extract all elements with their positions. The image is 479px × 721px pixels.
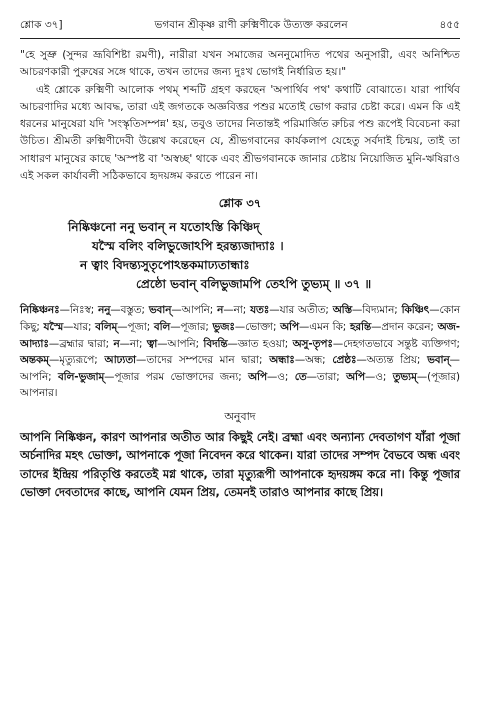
synonym-term: তে (294, 370, 307, 383)
translation-heading: অনুবাদ (224, 409, 256, 423)
synonym-term: কিঞ্চিৎ (401, 304, 430, 317)
synonym-term: অন্ধাঃ (269, 354, 295, 367)
synonym-term: যস্মৈ (43, 320, 64, 333)
verse-heading: শ্লোক ৩৭ (218, 196, 262, 211)
synonym-meaning: —বিদ্যমান; (352, 304, 402, 317)
synonym-term: অস্তি (332, 304, 352, 317)
quote-paragraph: "হে সুভ্রু (সুন্দর ভ্রূবিশিষ্টা রমণী), নারীরা যখন সমাজের অননুমোদিত পথের অনুসারী, এবং অনিশ্চিত আচরণকারী পুরুষের সঙ্গে থাকে, তখন তাদের জন্য দুঃখ ভোগই নির্ধারিত হয়।" (20, 49, 460, 79)
synonym-term: অজ-আদ্যাঃ (20, 320, 460, 350)
verse-line: ন ত্বাং বিদন্ত্যসুতৃপোঽন্তকমাঢ্যতান্ধাঃ (80, 258, 250, 273)
synonym-meaning: —অত্যন্ত প্রিয়; (356, 354, 428, 367)
synonym-meaning: —এমন কি; (299, 320, 350, 333)
synonym-term: বিদন্তি (203, 337, 228, 350)
synonym-meaning: —ও; (364, 370, 393, 383)
synonym-meaning: —ভোক্তা; (234, 320, 281, 333)
synonym-term: ভবান্ (427, 354, 450, 367)
synonym-term: অপি (248, 370, 267, 383)
synonym-term: যতঃ (250, 304, 270, 317)
synonym-term: বলি (153, 320, 171, 333)
synonym-term: নিষ্কিঞ্চনঃ (20, 304, 60, 317)
synonym-term: আঢ্যতা (104, 354, 137, 367)
synonym-term: অপি (346, 370, 365, 383)
synonym-meaning: —আপনি; (171, 304, 218, 317)
synonym-meaning: —আপনি; (20, 354, 460, 383)
book-page (20, 18, 460, 503)
translation-paragraph: আপনি নিষ্কিঞ্চন, কারণ আপনার অতীত আর কিছুই নেই। ব্রহ্মা এবং অন্যান্য দেবতাগণ যাঁরা পূজা অর্চনাদির মহৎ ভোক্তা, আপনাকে পূজা নিবেদন করে থাকেন। যারা তাদের সম্পদ বৈভবে অন্ধ এবং তাদের ইন্দ্রিয় পরিতৃপ্তি করতেই মগ্ন থাকে, তারা মৃত্যুরূপী আপনাকে হৃদয়ঙ্গম করে না। কিন্তু পূজার ভোক্তা দেবতাদের কাছে, আপনি যেমন প্রিয়, তেমনই তারাও আপনার কাছে প্রিয়। (20, 430, 460, 500)
chapter-title: ভগবান শ্রীকৃষ্ণ রাণী রুক্মিণীকে উত্যক্ত করলেন (154, 19, 348, 31)
synonym-term: হরন্তি (349, 320, 372, 333)
synonym-term: ননু (98, 304, 111, 317)
synonym-term: ভবান্ (148, 304, 172, 317)
synonym-term: ন (217, 304, 224, 317)
synonym-meaning: —দেহগতভাবে সন্তুষ্ট ব্যক্তিগণ; (332, 337, 461, 350)
synonym-meaning: —(পূজার) আপনার। (20, 370, 460, 400)
synonym-meaning: —নিঃস্ব; (59, 304, 99, 317)
synonym-term: প্রেষ্ঠঃ (332, 354, 357, 367)
synonym-meaning: —পূজার; (170, 320, 213, 333)
synonym-meaning: —বস্তুত; (110, 304, 149, 317)
verse-line: নিষ্কিঞ্চনো ননু ভবান্ ন যতোঽস্তি কিঞ্চিদ্ (68, 220, 260, 235)
synonym-meaning: —প্রদান করেন; (371, 320, 438, 333)
synonym-term: ত্বা (146, 337, 158, 350)
synonym-meaning: —অন্ধ; (294, 354, 333, 367)
verse-block (20, 218, 460, 294)
synonym-meaning: —তাদের সম্পদের মান দ্বারা; (136, 354, 270, 367)
synonym-term: অন্তকম্ (20, 354, 49, 367)
synonym-meaning: —মৃত্যুরূপে; (48, 354, 105, 367)
synonym-term: ভুজঃ (212, 320, 235, 333)
synonym-meaning: —তারা; (306, 370, 347, 383)
synonym-meaning: —পূজার পরম ভোক্তাদের জন্য; (104, 370, 249, 383)
synonym-meaning: —পূজা; (117, 320, 154, 333)
synonym-meaning: —যার অতীত; (269, 304, 333, 317)
synonym-term: তুভ্যম্ (392, 370, 417, 383)
synonym-meaning: —জ্ঞাত হওয়া; (227, 337, 293, 350)
synonyms-block (20, 302, 460, 402)
synonym-term: অসু-তৃপঃ (292, 337, 333, 350)
verse-line: যস্মৈ বলিং বলিভুজোঽপি হরন্ত্যজাদ্যাঃ । (92, 239, 284, 254)
synonym-meaning: —ও; (266, 370, 295, 383)
synonym-meaning: —কোন কিছু; (20, 304, 460, 333)
synonym-meaning: —না; (119, 337, 147, 350)
synonym-term: বলিম্ (95, 320, 118, 333)
synonym-meaning: —যার; (63, 320, 96, 333)
synonym-term: অপি (280, 320, 299, 333)
synonym-meaning: —আপনি; (157, 337, 204, 350)
synonym-meaning: —না; (223, 304, 251, 317)
synonym-meaning: —ব্রহ্মার দ্বারা; (48, 337, 114, 350)
purport-paragraph: এই শ্লোকে রুক্মিণী আলোক পথম্ শব্দটি গ্রহণ করছেন 'অপার্থিব পথ' কথাটি বোঝাতে। যারা পার্থিব আচরণাদির মধ্যে আবদ্ধ, তারা এই জগতকে অজ্ঞবিত্তর পশুর মতোই ভোগ করার চেষ্টা করে। এমন কি এই ধরনের মানুষেরা যদি 'সংস্কৃতিসম্পন্ন' হয়, তবুও তাদের নিতান্তই পরিমার্জিত রুচির পশু রূপেই বিবেচনা করা উচিত। শ্রীমতী রুক্মিণীদেবী উল্লেখ করেছেন যে, শ্রীভগবানের কার্যকলাপ যেহেতু সর্বদাই চিন্ময়, তাই তা সাধারণ মানুষের কাছে 'অস্পষ্ট বা 'অস্বচ্ছ' থাকে এবং শ্রীভগবানকে জানার চেষ্টায় নিয়োজিত মুনি-ঋষিরাও এই সকল কার্যাবলী সঠিকভাবে হৃদয়ঙ্গম করতে পারেন না। (20, 83, 460, 183)
page-number: ৪৫৫ (439, 19, 460, 31)
page-header (20, 18, 460, 39)
verse-line: প্রেষ্ঠো ভবান্ বলিভুজামপি তেঽপি তুভ্যম্ ॥ ৩৭ ॥ (136, 277, 372, 292)
synonym-term: ন (113, 337, 120, 350)
verse-reference: শ্লোক ৩৭] (20, 19, 63, 31)
synonym-term: বলি-ভুজাম্ (57, 370, 105, 383)
